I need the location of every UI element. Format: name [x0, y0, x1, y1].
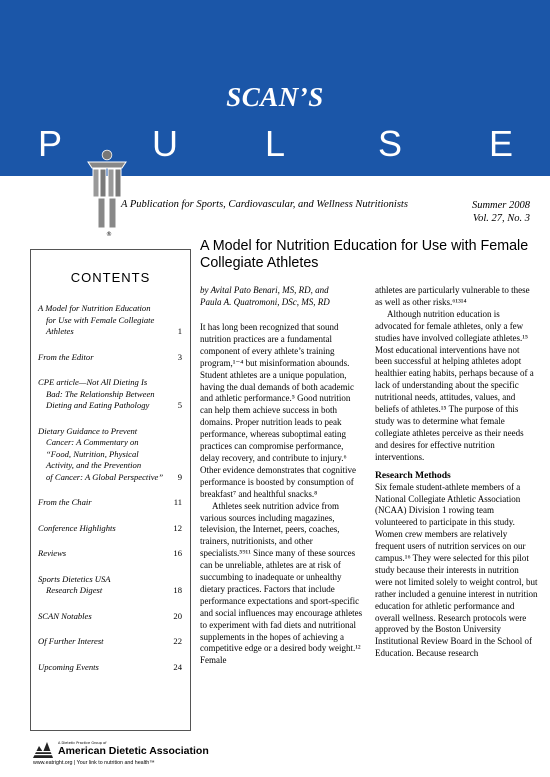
masthead-title [0, 124, 550, 164]
toc-item[interactable] [31, 523, 190, 535]
issue-info [472, 199, 530, 225]
toc-line: Sports Dietetics USA [38, 573, 111, 584]
contents-title: CONTENTS [70, 270, 151, 285]
toc-line: of Cancer: A Global Perspective” [46, 471, 164, 482]
toc-page-number: 16 [173, 548, 182, 558]
toc-line: Dietary Guidance to Prevent [38, 425, 138, 436]
article-paragraph: It has long been recognized that sound nutrition practices are a fundamental component of every athlete’s training program,¹⁻⁴ but misinformation abounds. Student athletes are a unique population, having the dual demands of both academic and athletic performance.⁵ Good nutrition can help them achieve success in both domains. Proper nutrition leads to peak performance, whereas suboptimal eating practices can compromise performance, delay recovery, and contribute to injury.⁶ Other evidence demonstrates that cognitive performance is boosted by consumption of breakfast⁷ and healthful snacks.⁸ [200, 322, 356, 499]
toc-page-number: 18 [173, 585, 182, 595]
publication-tagline: A Publication for Sports, Cardiovascular, and Wellness Nutritionists [121, 199, 408, 210]
issue-volume: Vol. 27, No. 3 [472, 213, 530, 224]
byline-line: Paula A. Quatromoni, DSc, MS, RD [200, 297, 330, 307]
toc-item[interactable] [31, 574, 190, 597]
article-byline [200, 284, 360, 308]
masthead-letter: U [152, 123, 178, 164]
article-column-left [200, 322, 363, 667]
ada-logo[interactable] [28, 740, 218, 770]
toc-line: “Food, Nutrition, Physical [46, 448, 139, 459]
section-heading: Research Methods [375, 469, 451, 481]
toc-line: SCAN Notables [38, 610, 92, 621]
article-paragraph: Six female student-athlete members of a National Collegiate Athletic Association (NCAA) Division 1 rowing team volunteered to participate in this study. Women crew members are relatively frequent users of nutrition services on our campus.¹⁶ They were selected for this pilot study because their interests in nutrition were not limited solely to weight control, but rather included a genuine interest in nutrition education for athletic performance and overall wellness. Research protocols were approved by the Boston University Institutional Review Board in the School of Education. Because research [375, 481, 538, 659]
toc-page-number: 5 [177, 400, 182, 410]
ada-mark-icon [33, 740, 53, 758]
toc-line: Reviews [38, 548, 67, 558]
article-title: A Model for Nutrition Education for Use with Female Collegiate Athletes [200, 238, 529, 271]
toc-item[interactable] [31, 548, 190, 560]
toc-line: Cancer: A Commentary on [46, 437, 139, 447]
toc-line: Dieting and Eating Pathology [46, 400, 150, 410]
toc-item[interactable] [31, 611, 190, 623]
masthead-letter: E [489, 123, 514, 164]
masthead-letter: S [378, 123, 403, 164]
toc-line: Of Further Interest [38, 636, 104, 646]
toc-page-number: 1 [177, 326, 182, 336]
ada-url: www.eatright.org | Your link to nutrition and health™ [33, 760, 155, 766]
toc-page-number: 20 [173, 610, 182, 621]
toc-line: A Model for Nutrition Education [38, 303, 151, 313]
toc-item[interactable] [31, 636, 190, 648]
article-paragraph: Although nutrition education is advocated for female athletes, only a few studies have involved collegiate athletes.¹⁵ Most educational interventions have not been successful at helping athletes adopt healthier eating habits, perhaps because of a lack of understanding about the specific nutritional needs, attitudes, values, and beliefs of athletes.¹⁵ The purpose of this study was to determine what female collegiate athletes perceive as their needs and desires for effective nutrition interventions. [375, 308, 534, 462]
toc-line: Bad: The Relationship Between [46, 388, 155, 399]
scan-figure-logo-icon [84, 148, 130, 232]
byline-line: by Avital Pato Benari, MS, RD, and [200, 285, 329, 295]
toc-line: Upcoming Events [38, 661, 99, 672]
masthead-letter: L [265, 123, 286, 164]
toc-page-number: 9 [177, 471, 182, 482]
masthead-banner [0, 0, 550, 176]
contents-box [30, 249, 191, 731]
article-paragraph: Athletes seek nutrition advice from various sources including magazines, television, the Internet, peers, coaches, trainers, nutritionists, and other specialists.⁵⁹¹¹ Since many of these sources can be unreliable, athletes are at risk of succumbing to inadequate or unhealthy dietary practices. Factors that include performance expectations and sport-specific and social influences may encourage athletes to experiment with fad diets and nutritional supplements in the hopes of achieving a competitive edge or a desired body weight.¹² Female [200, 500, 363, 666]
toc-line: Conference Highlights [38, 522, 116, 533]
toc-item[interactable] [31, 497, 190, 509]
ada-tagline: A Dietetic Practice Group of [58, 741, 107, 745]
toc-line: Activity, and the Prevention [46, 460, 142, 470]
toc-line: Research Digest [46, 585, 103, 595]
toc-line: From the Chair [38, 497, 92, 507]
toc-line: for Use with Female Collegiate [46, 314, 155, 325]
toc-page-number: 12 [173, 522, 182, 533]
masthead-kicker: SCAN’S [226, 82, 324, 112]
toc-item[interactable] [31, 352, 190, 364]
toc-item[interactable] [31, 303, 190, 338]
toc-line: From the Editor [38, 351, 94, 362]
toc-item[interactable] [31, 377, 190, 412]
toc-page-number: 3 [177, 351, 182, 362]
toc-line: Athletes [46, 326, 74, 336]
article-paragraph: athletes are particularly vulnerable to these as well as other risks.⁶¹³¹⁴ [375, 285, 530, 307]
toc-item[interactable] [31, 426, 190, 484]
toc-page-number: 24 [173, 661, 182, 672]
article-column-right [375, 285, 538, 660]
toc-line: CPE article—Not All Dieting Is [38, 377, 148, 387]
toc-page-number: 22 [173, 636, 182, 646]
ada-name: American Dietetic Association [58, 745, 209, 757]
issue-season: Summer 2008 [471, 200, 530, 211]
toc-page-number: 11 [173, 497, 182, 507]
masthead-letter: P [38, 123, 63, 164]
toc-item[interactable] [31, 662, 190, 674]
registered-mark: ® [106, 231, 112, 238]
